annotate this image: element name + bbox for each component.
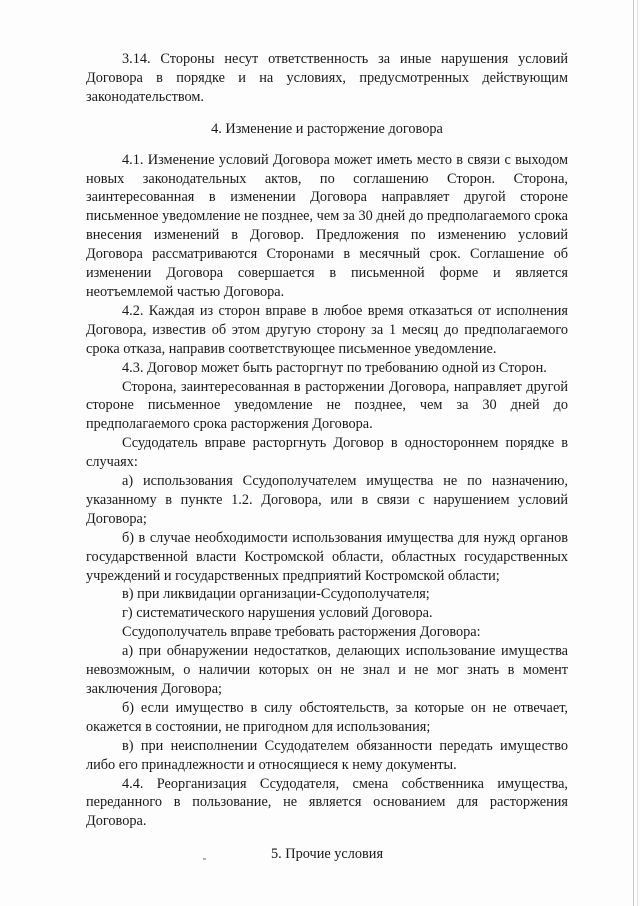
borrower-case-c: в) при неисполнении Ссудодателем обязанности передать имущество либо его принадлежности и относящиеся к нему документы. <box>86 737 568 773</box>
scan-edge-line-secondary <box>637 0 638 906</box>
lender-case-d: г) систематического нарушения условий Договора. <box>122 605 433 622</box>
clause-4-1: 4.1. Изменение условий Договора может иметь место в связи с выходом новых законодательных актов, по соглашению Сторон. Сторона, заинтересованная в изменении Договора направляет другой стороне письменное уведомление не позднее, чем за 30 дней до предполагаемого срока внесения изменений в Договор. Предложения по изменению условий Договора рассматриваются Сторонами в месячный срок. Соглашение об изменении Договора совершается в письменной форме и является неотъемлемой частью Договора. <box>86 151 568 300</box>
clause-3-14: 3.14. Стороны несут ответственность за иные нарушения условий Договора в порядке и на условиях, предусмотренных действующим законодательством. <box>86 51 568 105</box>
paragraph-borrower-right: Ссудополучатель вправе требовать расторжения Договора: <box>122 624 481 641</box>
section-4-title: 4. Изменение и расторжение договора <box>211 120 443 137</box>
document-body <box>86 50 568 864</box>
section-5-title: 5. Прочие условия <box>270 846 384 863</box>
clause-4-3: 4.3. Договор может быть расторгнут по требованию одной из Сторон. <box>122 359 547 376</box>
scan-speck <box>203 858 206 860</box>
lender-case-a: а) использования Ссудополучателем имущества не по назначению, указанному в пункте 1.2. Договора, или в связи с нарушением условий Договора; <box>86 473 568 527</box>
clause-4-4: 4.4. Реорганизация Ссудодателя, смена собственника имущества, переданного в пользование, не является основанием для расторжения Договора. <box>86 775 568 830</box>
borrower-case-a: а) при обнаружении недостатков, делающих использование имущества невозможным, о наличии которых он не знал и не мог знать в момент заключения Договора; <box>86 643 568 697</box>
clause-4-2: 4.2. Каждая из сторон вправе в любое время отказаться от исполнения Договора, известив об этом другую сторону за 1 месяц до предполагаемого срока отказа, направив соответствующее письменное уведомление. <box>86 302 568 357</box>
lender-case-c: в) при ликвидации организации-Ссудополучателя; <box>122 586 430 603</box>
borrower-case-b: б) если имущество в силу обстоятельств, за которые он не отвечает, окажется в состоянии, не пригодном для использования; <box>86 699 568 735</box>
scan-edge-line <box>633 0 634 906</box>
paragraph-termination-notice: Сторона, заинтересованная в расторжении Договора, направляет другой стороне письменное уведомление не позднее, чем за 30 дней до предполагаемого срока расторжения Договора. <box>86 378 568 433</box>
paragraph-lender-right: Ссудодатель вправе расторгнуть Договор в одностороннем порядке в случаях: <box>86 435 568 471</box>
lender-case-b: б) в случае необходимости использования имущества для нужд органов государственной власти Костромской области, областных государственных учреждений и государственных предприятий Костромской области; <box>86 529 568 584</box>
